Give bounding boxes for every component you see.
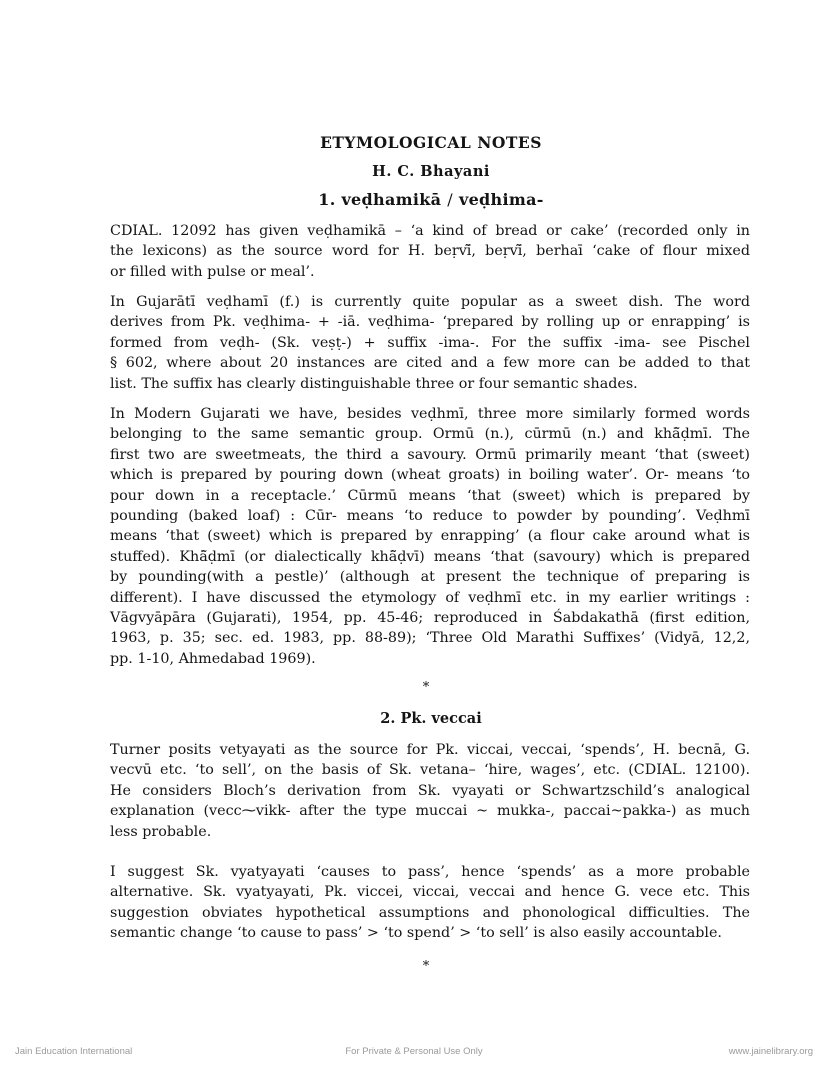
section-2-paragraph-2 xyxy=(110,862,750,944)
text-line: list. The suffix has clearly distinguishable three or four semantic shades. xyxy=(110,375,638,392)
text-line: belonging to the same semantic group. Ormū (n.), cūrmū (n.) and khā̃ḍmī. The xyxy=(110,426,750,443)
text-line: 1963, p. 35; sec. ed. 1983, pp. 88-89); ‘Three Old Marathi Suffixes’ (Vidyā, 12,2, xyxy=(110,630,750,647)
text-line: pp. 1-10, Ahmedabad 1969). xyxy=(110,650,316,667)
text-line: or filled with pulse or meal’. xyxy=(110,263,315,280)
text-line: which is prepared by pouring down (wheat groats) in boiling water’. Or- means ‘to xyxy=(110,467,750,484)
text-line: derives from Pk. veḍhima- + -iā. veḍhima- ‘prepared by rolling up or enrapping’ is xyxy=(110,314,750,331)
text-line: I suggest Sk. vyatyayati ‘causes to pass’, hence ‘spends’ as a more probable xyxy=(110,864,750,880)
article-title: ETYMOLOGICAL NOTES xyxy=(320,133,542,152)
footer-website-link[interactable]: www.jainelibrary.org xyxy=(728,1046,813,1057)
text-line: CDIAL. 12092 has given veḍhamikā – ‘a kind of bread or cake’ (recorded only in xyxy=(110,223,750,239)
section-1-heading xyxy=(0,190,828,209)
text-line: In Gujarātī veḍhamī (f.) is currently quite popular as a sweet dish. The word xyxy=(110,294,750,310)
text-line: the lexicons) as the source word for H. beṛvī̃, beṛvī̃, berhaī ‘cake of flour mixed xyxy=(110,243,750,260)
text-line: suggestion obviates hypothetical assumptions and phonological difficulties. The xyxy=(110,904,750,921)
text-line: means ‘that (sweet) which is prepared by enrapping’ (a flour cake around what is xyxy=(110,528,750,545)
text-line: § 602, where about 20 instances are cited and a few more can be added to that xyxy=(110,355,750,372)
section-2-paragraph-1 xyxy=(110,740,750,842)
end-separator-star: * xyxy=(422,959,430,974)
section-2-heading: 2. Pk. veccai xyxy=(380,710,482,727)
text-line: Vāgvyāpāra (Gujarati), 1954, pp. 45-46; reproduced in Śabdakathā (first edition, xyxy=(110,610,750,627)
section-1-heading-part1: 1. veḍhamikā xyxy=(318,190,442,209)
text-line: He considers Bloch’s derivation from Sk. vyayati or Schwartzschild’s analogical xyxy=(110,782,750,799)
text-line: stuffed). Khā̃ḍmī (or dialectically khā̃ḍvī) means ‘that (savoury) which is prepared xyxy=(110,548,750,565)
text-line: less probable. xyxy=(110,823,212,840)
text-line: different). I have discussed the etymology of veḍhmī etc. in my earlier writings : xyxy=(110,589,750,606)
text-line: pour down in a receptacle.’ Cūrmū means ‘that (sweet) which is prepared by xyxy=(110,487,750,504)
footer-publisher: Jain Education International xyxy=(15,1046,133,1057)
section-1-heading-separator: / xyxy=(447,190,453,209)
text-line: pounding (baked loaf) : Cūr- means ‘to reduce to powder by pounding’. Veḍhmī xyxy=(110,508,750,525)
text-line: Turner posits vetyayati as the source for Pk. viccai, veccai, ‘spends’, H. becnā, G. xyxy=(110,742,750,758)
footer-usage-note: For Private & Personal Use Only xyxy=(345,1046,483,1057)
text-line: first two are sweetmeats, the third a savoury. Ormū primarily meant ‘that (sweet) xyxy=(110,446,750,463)
text-line: alternative. Sk. vyatyayati, Pk. viccei, viccai, veccai and hence G. vece etc. This xyxy=(110,884,750,901)
text-line: by pounding(with a pestle)’ (although at present the technique of preparing is xyxy=(110,569,750,586)
section-1-paragraph-3 xyxy=(110,404,750,669)
text-line: vecvū etc. ‘to sell’, on the basis of Sk. vetana– ‘hire, wages’, etc. (CDIAL. 12100). xyxy=(110,762,750,779)
text-line: formed from veḍh- (Sk. veṣṭ-) + suffix -ima-. For the suffix -ima- see Pischel xyxy=(110,334,750,351)
article-author: H. C. Bhayani xyxy=(372,163,490,180)
section-separator-star: * xyxy=(422,680,430,695)
text-line: explanation (vecc⁓vikk- after the type muccai ~ mukka-, paccai~pakka-) as much xyxy=(110,803,750,820)
text-line: In Modern Gujarati we have, besides veḍhmī, three more similarly formed words xyxy=(110,406,750,422)
section-1-paragraph-2 xyxy=(110,292,750,394)
section-1-heading-part2: veḍhima- xyxy=(458,190,544,209)
text-line: semantic change ‘to cause to pass’ > ‘to spend’ > ‘to sell’ is also easily accountable. xyxy=(110,925,722,942)
section-1-paragraph-1 xyxy=(110,221,750,282)
